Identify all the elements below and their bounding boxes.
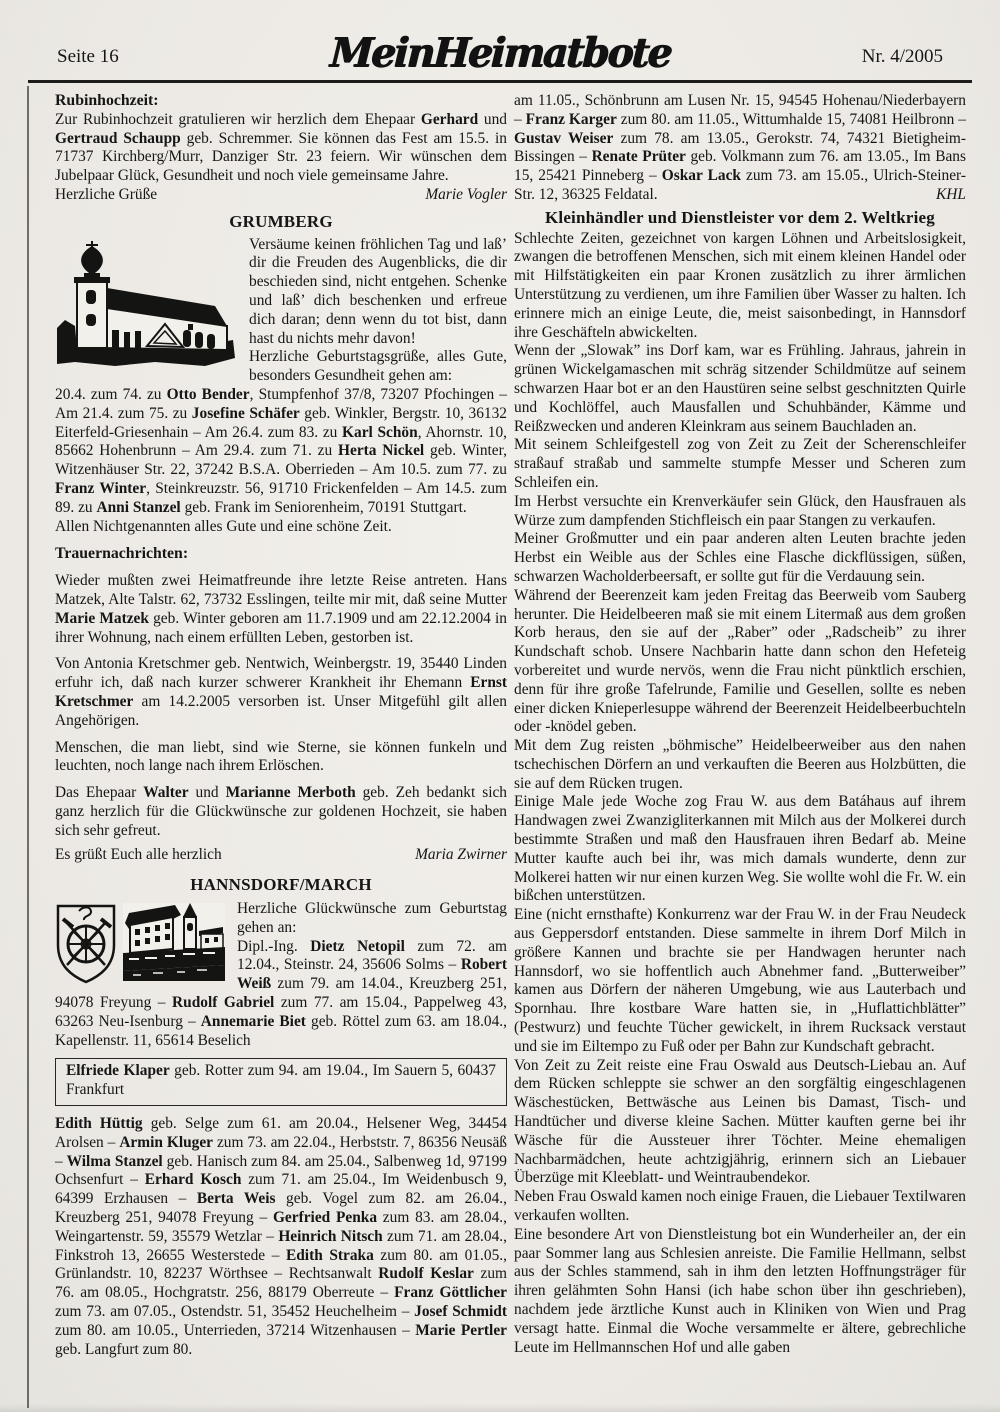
article-paragraph: Während der Beerenzeit kam jeden Freitag das Beerweib vom Sauberg herunter. Die Heidelbeeren maß sie mit einem Litermaß aus dem großen Korb heraus, den sie auf der „Raber” oder „Radscheib” zu ihrer Kundschaft schob. Unsere Nachbarin hatte dann schon den Hefeteig vorbereitet und wurde nervös, wenn die Frau nicht pünktlich erschien, denn für ihre große Tafelrunde, Familie und Gesellen, sollte es neben einer dicken Knieperlesuppe während der Beerenzeit Heidelbeerbuchteln oder -knödel geben. — [514, 586, 966, 736]
paragraph: Zur Rubinhochzeit gratulieren wir herzlich dem Ehepaar Gerhard und Gertraud Schaupp geb. Schremmer. Sie können das Fest am 15.5. in 71737 Kirchberg/Murr, Danziger Str. 23 feiern. Wir wünschen dem Jubelpaar Glück, Gesundheit und noch viele gemeinsame Jahre. — [55, 110, 507, 185]
paragraph-birthday-continuation: am 11.05., Schönbrunn am Lusen Nr. 15, 94545 Hohenau/Niederbayern – Franz Karger zum 80. am 11.05., Wittumhalde 15, 74081 Heilbronn – Gustav Weiser zum 78. am 13.05., Gerokstr. 74, 74321 Bietigheim-Bissingen – Renate Prüter geb. Volkmann zum 76. am 13.05., Im Bans 15, 25421 Pinneberg – Oskar Lack zum 73. am 15.05., Ulrich-Steiner-Str. 12, 36325 Feldatal. KHL — [514, 92, 966, 203]
section-heading: Rubinhochzeit: — [55, 92, 159, 109]
paragraph-birthday-intro: Herzliche Geburtstagsgrüße, alles Gute, besonders Gesundheit gehen am: — [249, 348, 507, 385]
paragraph-birthday-outro: Allen Nichtgenannten alles Gute und eine schöne Zeit. — [55, 517, 392, 535]
article-paragraph: Neben Frau Oswald kamen noch einige Frauen, die Liebauer Textilwaren verkaufen wollten. — [514, 1188, 966, 1225]
author-signature: Marie Vogler — [425, 185, 507, 203]
article-heading: Kleinhändler und Dienstleister vor dem 2. Weltkrieg — [544, 207, 936, 227]
author-signature: Maria Zwirner — [415, 846, 507, 864]
section-grumberg — [55, 236, 507, 537]
coat-of-arms-image — [55, 903, 117, 985]
signature-row — [55, 186, 507, 205]
section-heading-grumberg: GRUMBERG — [229, 211, 333, 231]
article-paragraph: Einige Male jede Woche zog Frau W. aus dem Batáhaus auf ihrem Handwagen zwei Zwanzigliterkannen mit Milch aus der Molkerei durch bestimmte Straßen und maß den Hausfrauen ihren Bedarf ab. Meine Mutter kaufte auch bei ihr, was mich damals wunderte, denn zur Molkerei hatten wir nur einen kurzen Weg. Sie wollte wohl die Fr. W. ein bißchen unterstützen. — [514, 793, 966, 905]
scan-artifact-line — [27, 86, 29, 1408]
article-paragraph: Eine besondere Art von Dienstleistung bot ein Wunderheiler an, der ein paar Sommer lang aus Schlesien anreiste. Die Familie Hellmann, selbst aus der Schles stammend, sah in ihm den letzten Hoffnungsträger für ihren gelähmten Sohn Hansi (ich habe schon über ihn geschrieben), nachdem jede ärztliche Kunst auch in Kliniken von Wien und Prag versagt hatte. Einmal die Woche versammelte er ältere, gebrechliche Leute im Hellmannschen Hof und alle gaben — [514, 1225, 966, 1356]
article-paragraph: Mit dem Zug reisten „böhmische” Heidelbeerweiber aus den nahen tschechischen Dörfern an und verkauften die Beeren aus Holzbütten, die sie auf dem Rücken trugen. — [514, 737, 966, 792]
header-rule — [28, 80, 972, 83]
obituary-paragraph: Menschen, die man liebt, sind wie Sterne, sie können funkeln und leuchten, noch lange nach ihrem Erlöschen. — [55, 738, 507, 775]
section-heading-hannsdorf: HANNSDORF/MARCH — [190, 875, 372, 895]
article-paragraph: Von Zeit zu Zeit reiste eine Frau Oswald aus Deutsch-Liebau an. Auf dem Rücken schleppte sie schwer an den sorgfältig eingeschlagenen Wäschestücken, Bettwäsche aus Leinen bis Damast, Tisch- und Handtücher und diverse kleine Sachen. Mütter kauften gerne bei ihr Wäsche für die Aussteuer ihrer Töchter. Meine ehemaligen Nachbarmädchen, heute achtzigjährig, erinnern sich an Liebauer Überzüge mit Kleeblatt- und Weintraubendekor. — [514, 1056, 966, 1187]
section-trauernachrichten — [55, 545, 507, 865]
page-number-label: Seite 16 — [57, 46, 119, 67]
obituary-paragraph: Von Antonia Kretschmer geb. Nentwich, Weinbergstr. 19, 35440 Linden erfuhr ich, daß nach kurzer schwerer Krankheit ihr Ehemann Ernst Kretschmer am 14.2.2005 versorben ist. Unser Mitgefühl gilt allen Angehörigen. — [55, 655, 507, 729]
church-woodcut-image — [55, 240, 237, 370]
closing-greeting: Es grüßt Euch alle herzlich — [55, 846, 222, 864]
section-hannsdorf — [55, 900, 507, 1359]
article-paragraph: Im Herbst versuchte ein Krenverkäufer sein Glück, den Hausfrauen als Würze zum dampfenden Stichfleisch ein paar Stangen zu verkaufen. — [514, 492, 966, 529]
masthead-title: MeinHeimatbote — [328, 29, 672, 77]
thanks-paragraph: Das Ehepaar Walter und Marianne Merboth geb. Zeh bedankt sich ganz herzlich für die Glückwünsche zur goldenen Hochzeit, sie haben sich sehr gefreut. — [55, 784, 507, 839]
town-view-image — [123, 903, 225, 981]
scan-edge-shadow — [0, 1404, 1000, 1412]
right-column — [514, 92, 966, 1357]
section-rubinhochzeit — [55, 92, 507, 205]
article-kleinhaendler — [514, 230, 966, 1358]
issue-number-label: Nr. 4/2005 — [861, 46, 943, 67]
hannsdorf-figures — [55, 903, 225, 985]
article-paragraph: Wenn der „Slowak” ins Dorf kam, war es Frühling. Jahraus, jahrein in grünen Wickelgamaschen mit schräg sitzender Schildmütze auf seinem schwarzen Haar bot er an den Haustüren seine selbst geschnitzten Quirle und Kochlöffel, auch Mausfallen und Schuhbänder, Kämme und Reißzwecken und anderen Kleinkram aus seinem Bauchladen an. — [514, 342, 966, 435]
paragraph-intro: Herzliche Glückwünsche zum Geburtstag gehen an: — [237, 900, 507, 936]
article-paragraph: Schlechte Zeiten, gezeichnet von kargen Löhnen und Arbeitslosigkeit, zwangen die betroffenen Menschen, sich mit einem kleinen Handel oder mit Hilfstätigkeiten ein paar Kronen zusätzlich zu ihrer ärmlichen Unterstützung zu verdienen, um ihre Familien über Wasser zu halten. Ich erinnere mich an einige Leute, die, meist saisonbedingt, in Hannsdorf ihre Geschäfteln abwickelten. — [514, 229, 966, 341]
article-paragraph: Eine (nicht ernsthafte) Konkurrenz war der Frau W. in der Frau Neudeck aus Geppersdorf entstanden. Diese sammelte in ihrem Dorf Milch in größere Kannen und brachte sie per Handwagen herunter nach Hannsdorf, wo sie hoffentlich auch Abnehmer fand. „Butterweiber” kamen aus Dörfern der näheren Umgebung, wie aus Lauterbach und Spornhau. Ihre kostbare Ware hatten sie, in „Huflattichblätter” (Pestwurz) und feuchte Tücher gewickelt, in ihrem Rucksack verstaut und sie im Eiltempo zu Fuß oder per Bahn zur Kundschaft gebracht. — [514, 906, 966, 1055]
section-heading: Trauernachrichten: — [55, 545, 189, 563]
paragraph-motto: Versäume keinen fröhlichen Tag und laß’ dir die Freuden des Augenblicks, die dir beschieden sind, nicht entgehen. Schenke und laß’ dich beschenken und erfreue dich daran; denn wenn du tot bist, dann hast du nichts mehr davon! — [249, 235, 507, 347]
paragraph-birthday-list: Edith Hüttig geb. Selge zum 61. am 20.04., Helsener Weg, 34454 Arolsen – Armin Kluger zum 73. am 22.04., Herbststr. 7, 86356 Neusäß – Wilma Stanzel geb. Hanisch zum 84. am 25.04., Salbenweg 1d, 97199 Ochsenfurt – Erhard Kosch zum 71. am 25.04., Im Weidenbusch 9, 64399 Erzhausen – Berta Weis geb. Vogel zum 82. am 26.04., Kreuzberg 251, 94078 Freyung – Gerfried Penka zum 83. am 28.04., Weingartenstr. 59, 35579 Wetzlar – Heinrich Nitsch zum 71. am 28.04., Finkstroh 13, 26655 Westerstede – Edith Straka zum 80. am 01.05., Grünlandstr. 10, 82237 Wörthsee – Rechtsanwalt Rudolf Keslar zum 76. am 08.05., Hochgratstr. 256, 88179 Oberreute – Franz Göttlicher zum 73. am 07.05., Ostendstr. 51, 35452 Heuchelheim – Josef Schmidt zum 80. am 10.05., Unterrieden, 37214 Witzenhausen – Marie Pertler geb. Langfurt zum 80. — [55, 1115, 508, 1358]
article-paragraph: Meiner Großmutter und ein paar anderen alten Leuten brachte jeden Herbst ein Weible aus der Schles eine Flasche dickflüssigen, süßen, schwarzen Wacholderbeersaft, er sollte gut für die Verdauung sein. — [514, 530, 966, 585]
paragraph-birthday-list: 20.4. zum 74. zu Otto Bender, Stumpfenhof 37/8, 73207 Pfochingen – Am 21.4. zum 75. zu Josefine Schäfer geb. Winkler, Bergstr. 10, 36132 Eiterfeld-Griesenhain – Am 26.4. zum 83. zu Karl Schön, Ahornstr. 10, 85662 Hohenbrunn – Am 29.4. zum 71. zu Herta Nickel geb. Winter, Witzenhäuser Str. 22, 37242 B.S.A. Oberrieden – Am 10.5. zum 77. zu Franz Winter, Steinkreuzstr. 56, 91710 Frickenfelden – Am 14.5. zum 89. zu Anni Stanzel geb. Frank im Seniorenheim, 70191 Stuttgart. — [55, 385, 508, 516]
closing-greeting: Herzliche Grüße — [55, 185, 158, 203]
obituary-paragraph: Wieder mußten zwei Heimatfreunde ihre letzte Reise antreten. Hans Matzek, Alte Talstr. 62, 73732 Esslingen, teilte mir mit, daß seine Mutter Marie Matzek geb. Winter geboren am 11.7.1909 und am 22.12.2004 in ihrer Wohnung, nach einem erfüllten Leben, gestorben ist. — [55, 572, 508, 646]
signature-row — [55, 846, 507, 865]
paragraph-birthday-list: Dipl.-Ing. Dietz Netopil zum 72. am 12.04., Steinstr. 24, 35606 Solms – Robert Weiß zum 79. am 14.04., Kreuzberg 251, 94078 Freyung – Rudolf Gabriel zum 77. am 15.04., Pappelweg 43, 63263 Neu-Isenburg – Annemarie Biet geb. Röttel zum 63. am 18.04., Kapellenstr. 11, 65614 Beselich — [55, 937, 508, 1049]
left-column — [55, 92, 507, 1359]
boxed-birthday-entry: Elfriede Klaper geb. Rotter zum 94. am 19.04., Im Sauern 5, 60437 Frankfurt — [55, 1058, 507, 1106]
article-paragraph: Mit seinem Schleifgestell zog von Zeit zu Zeit der Scherenschleifer straßauf straßab und sammelte stumpfe Messer und Scheren zum Schleifen ein. — [514, 436, 966, 491]
